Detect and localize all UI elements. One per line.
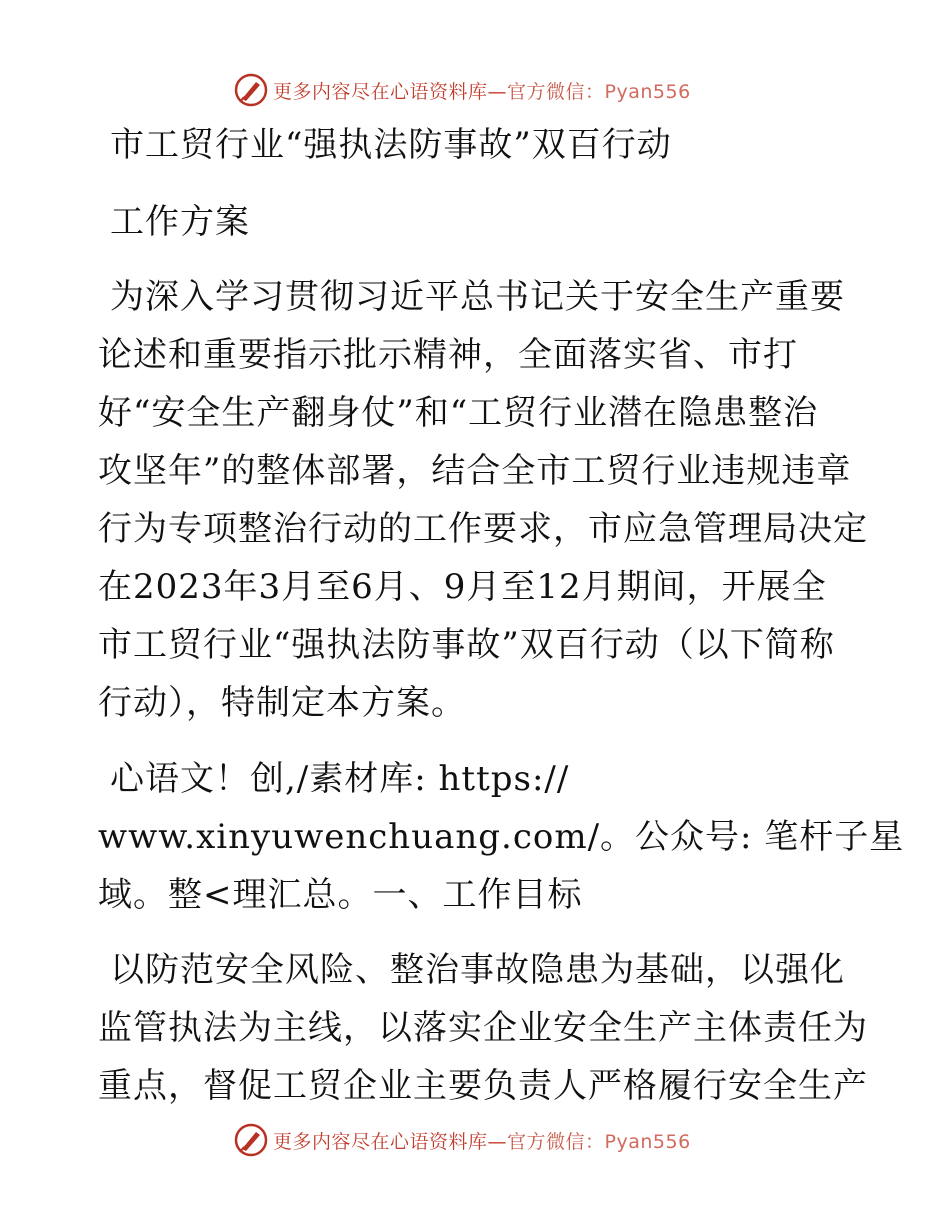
document-subtitle: 工作方案 xyxy=(110,202,250,242)
wechat-id: Pyan556 xyxy=(604,1130,691,1153)
quill-logo-icon xyxy=(234,73,268,107)
wechat-id: Pyan556 xyxy=(604,80,691,103)
paragraph-line: 论述和重要指示批示精神，全面落实省、市打 xyxy=(98,335,798,375)
goal-line: 监管执法为主线，以落实企业安全生产主体责任为 xyxy=(98,1008,868,1048)
header-banner xyxy=(234,73,691,107)
document-title: 市工贸行业“强执法防事故”双百行动 xyxy=(110,125,672,165)
paragraph-line: 市工贸行业“强执法防事故”双百行动（以下简称 xyxy=(98,625,835,665)
notice-line: 心语文！创,/素材库: https:// xyxy=(110,759,570,799)
goal-line: 以防范安全风险、整治事故隐患为基础，以强化 xyxy=(110,950,845,990)
paragraph-line: 攻坚年”的整体部署，结合全市工贸行业违规违章 xyxy=(98,451,852,491)
paragraph-line: 为深入学习贯彻习近平总书记关于安全生产重要 xyxy=(110,277,845,317)
paragraph-line: 行为专项整治行动的工作要求，市应急管理局决定 xyxy=(98,509,868,549)
notice-line: 域。整<理汇总。一、工作目标 xyxy=(98,875,583,915)
banner-promo-text xyxy=(273,77,691,104)
promo-text: 更多内容尽在心语资料库— xyxy=(273,80,508,103)
wechat-label: 官方微信： xyxy=(507,1130,605,1153)
footer-banner xyxy=(234,1123,691,1157)
quill-logo-icon xyxy=(234,1123,268,1157)
paragraph-line: 好“安全生产翻身仗”和“工贸行业潜在隐患整治 xyxy=(98,393,819,433)
paragraph-line: 行动），特制定本方案。 xyxy=(98,683,466,723)
banner-promo-text xyxy=(273,1127,691,1154)
goal-line: 重点，督促工贸企业主要负责人严格履行安全生产 xyxy=(98,1066,868,1106)
paragraph-line: 在2023年3月至6月、9月至12月期间，开展全 xyxy=(98,567,827,607)
notice-line: www.xinyuwenchuang.com/。公众号: 笔杆子星 xyxy=(98,817,905,857)
wechat-label: 官方微信： xyxy=(507,80,605,103)
promo-text: 更多内容尽在心语资料库— xyxy=(273,1130,508,1153)
